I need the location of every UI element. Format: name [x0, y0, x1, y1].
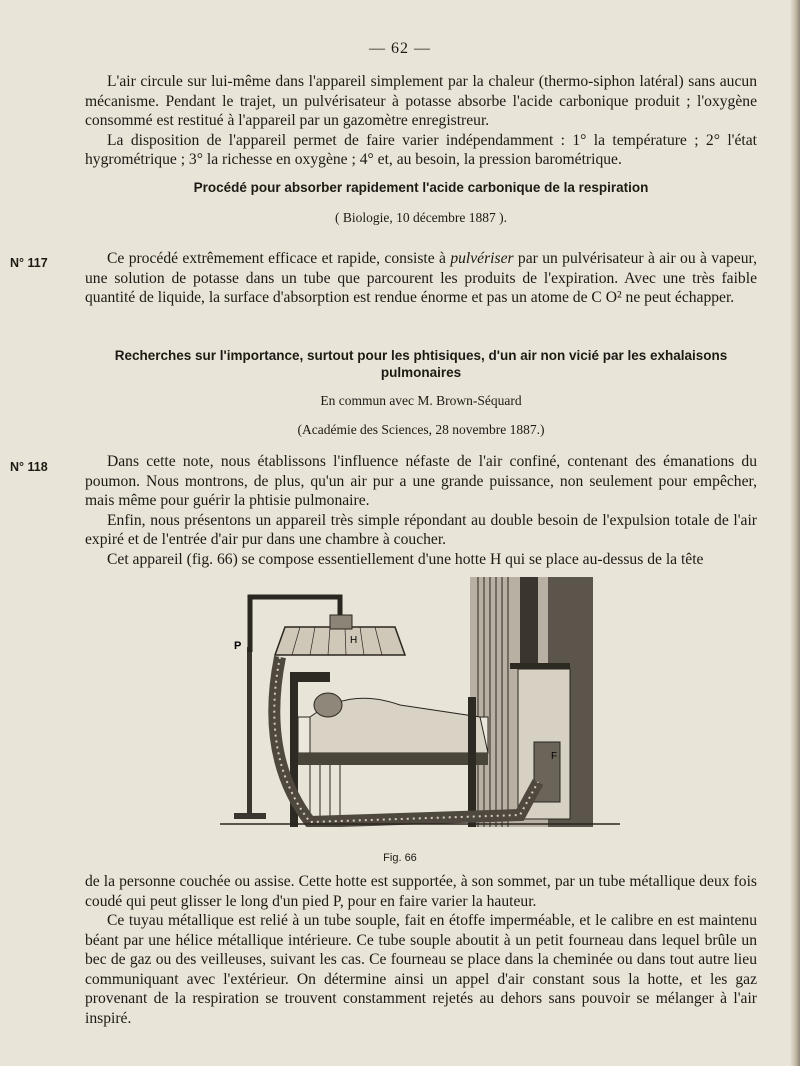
continuation-text: [85, 872, 757, 1028]
continuation-paragraph-2: Ce tuyau métallique est relié à un tube souple, fait en étoffe imperméable, et le calibre en est maintenu béant par une hélice métallique intérieure. Ce tube souple aboutit à un petit fourneau dans lequel brûle un bec de gaz ou des veilleuses, suivant les cas. Ce fourneau se place dans la cheminée ou dans tout autre lieu communiquant avec l'extérieur. On détermine ainsi un appel d'air constant sous la hotte, et les gaz provenant de la respiration se trouvent constamment rejetés au dehors sans pouvoir se mélanger à l'air inspiré.: [85, 912, 757, 1027]
intro-text: [85, 72, 757, 170]
section-117-number: N° 117: [10, 256, 48, 270]
label-f: F: [551, 751, 558, 762]
continuation-paragraph-1: de la personne couchée ou assise. Cette hotte est supportée, à son sommet, par un tube métallique deux fois coudé qui peut glisser le long d'un pied P, pour en faire varier la hauteur.: [85, 873, 757, 910]
label-p: P: [234, 640, 242, 652]
intro-paragraph-2: La disposition de l'appareil permet de faire varier indépendamment : 1° la température ; 2° l'état hygrométrique ; 3° la richesse en oxygène ; 4° et, au besoin, la pression barométrique.: [85, 131, 757, 168]
section-117-text-before: Ce procédé extrêmement efficace et rapide, consiste à: [107, 250, 451, 267]
page-edge: [790, 0, 800, 1066]
section-118-title-line-1: Recherches sur l'importance, surtout pour les phtisiques, d'un air non vicié par les exhalaisons: [114, 348, 728, 363]
section-117-title: Procédé pour absorber rapidement l'acide carbonique de la respiration: [193, 180, 649, 195]
section-117-text-after: par un pulvérisateur à air ou à vapeur, une solution de potasse dans un tube que parcourent les produits de l'expiration. Avec une très faible quantité de liquide, la surface d'absorption est rendue énorme et pas un atome de C O² ne peut échapper.: [85, 250, 757, 306]
section-118-text: [85, 452, 757, 569]
section-118-paragraph-2: Enfin, nous présentons un appareil très simple répondant au double besoin de l'expulsion totale de l'air expiré et de l'entrée d'air pur dans une chambre à coucher.: [85, 511, 757, 548]
page-number: — 62 —: [369, 40, 431, 57]
section-117-source: ( Biologie, 10 décembre 1887 ).: [334, 210, 508, 225]
section-118-title: [85, 347, 757, 381]
section-118-number: N° 118: [10, 460, 48, 474]
section-118-coauthor: En commun avec M. Brown-Séquard: [320, 393, 522, 408]
figure-caption: Fig. 66: [383, 852, 417, 864]
bed-hood-apparatus-illustration: [220, 577, 620, 827]
section-117-emphasis: pulvériser: [450, 250, 514, 267]
label-h: H: [350, 635, 358, 646]
section-118-source: (Académie des Sciences, 28 novembre 1887.): [297, 422, 545, 437]
section-117-paragraph: [85, 249, 757, 308]
section-118-paragraph-3: Cet appareil (fig. 66) se compose essentiellement d'une hotte H qui se place au-dessus de la tête: [107, 550, 704, 568]
section-117-text: [85, 249, 757, 308]
section-118-title-line-2: pulmonaires: [380, 365, 462, 380]
intro-paragraph-1: L'air circule sur lui-même dans l'appareil simplement par la chaleur (thermo-siphon latéral) sans aucun mécanisme. Pendant le trajet, un pulvérisateur à potasse absorbe l'acide carbonique produit ; l'oxygène consommé est restitué à l'appareil par un gazomètre enregistreur.: [85, 73, 757, 129]
section-118-paragraph-1: Dans cette note, nous établissons l'influence néfaste de l'air confiné, contenant des émanations du poumon. Nous montrons, de plus, qu'un air pur a une grande puissance, non seulement pour empêcher, mais même pour guérir la phtisie pulmonaire.: [85, 453, 757, 509]
